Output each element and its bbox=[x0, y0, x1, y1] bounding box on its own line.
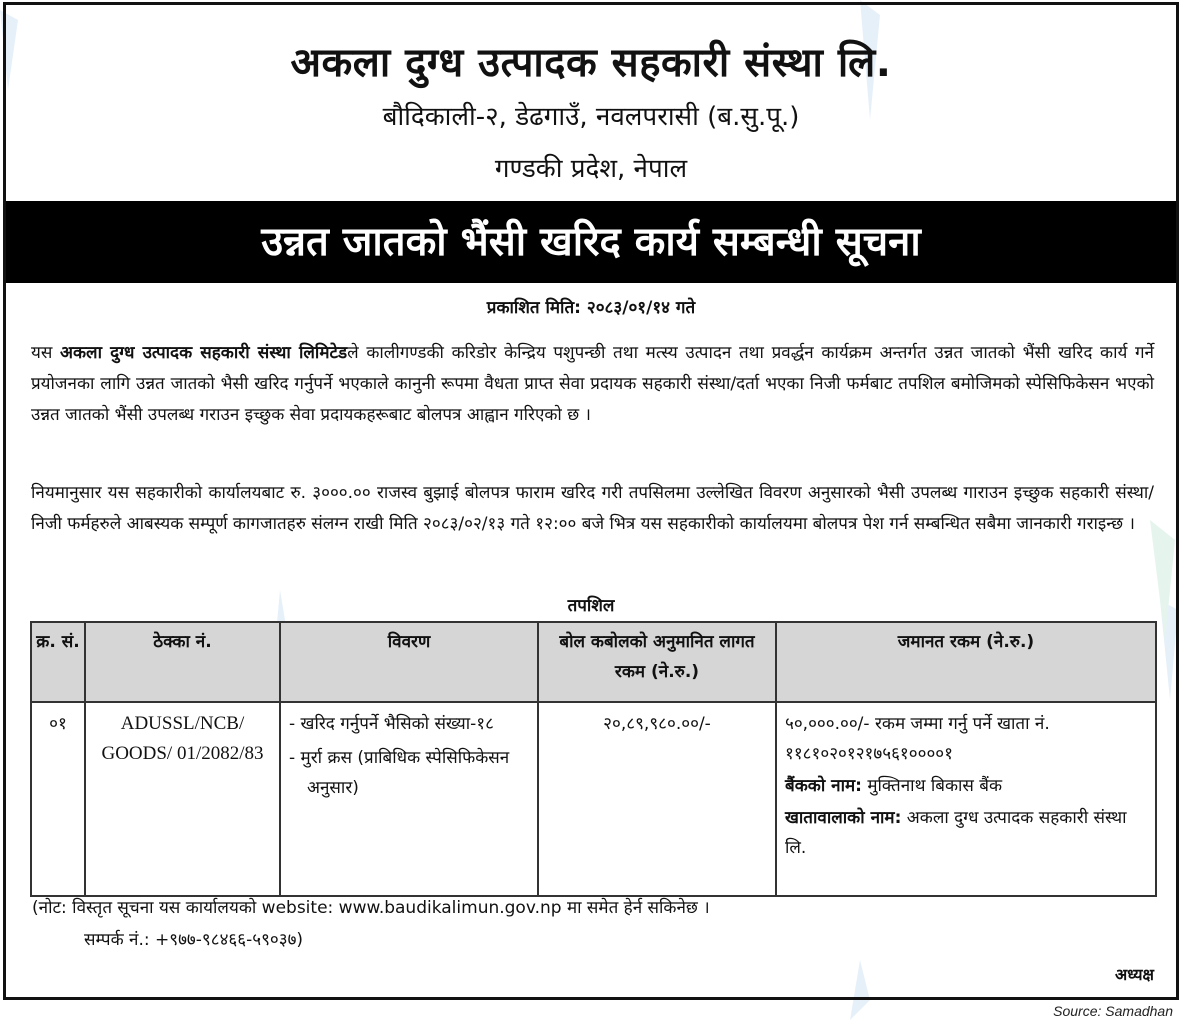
col-header-estimated-cost: बोल कबोलको अनुमानित लागत रकम (ने.रु.) bbox=[538, 622, 776, 702]
cell-description bbox=[280, 702, 538, 896]
organization-province: गण्डकी प्रदेश, नेपाल bbox=[494, 154, 688, 184]
description-item: - खरिद गर्नुपर्ने भैसिको संख्या-१८ bbox=[289, 714, 494, 734]
account-holder-value: अकला दुग्ध उत्पादक सहकारी संस्था लि. bbox=[785, 808, 1127, 858]
para1-org-name: अकला दुग्ध उत्पादक सहकारी संस्था लिमिटेड bbox=[60, 343, 348, 363]
guarantee-bank bbox=[785, 771, 1147, 801]
schedule-table bbox=[30, 621, 1157, 897]
col-header-description: विवरण bbox=[280, 622, 538, 702]
body-paragraph-1 bbox=[31, 338, 1154, 431]
bank-name-label: बैंकको नाम: bbox=[785, 776, 862, 796]
table-header-row bbox=[31, 622, 1156, 702]
source-credit: Source: Samadhan bbox=[1053, 1003, 1173, 1019]
notice-frame bbox=[3, 2, 1179, 1000]
account-holder-label: खातावालाको नाम: bbox=[785, 808, 902, 828]
cell-guarantee bbox=[776, 702, 1156, 896]
col-header-contract-no: ठेक्का नं. bbox=[85, 622, 280, 702]
footer-note: (नोट: विस्तृत सूचना यस कार्यालयको website: www.baudikalimun.gov.np मा समेत हेर्न सकिनेछ । bbox=[32, 898, 710, 918]
organization-address: बौदिकाली-२, डेढगाउँ, नवलपरासी (ब.सु.पू.) bbox=[382, 102, 800, 132]
contact-number: सम्पर्क नं.: +९७७-९८४६६-५९०३७) bbox=[84, 930, 304, 950]
table-row bbox=[31, 702, 1156, 896]
publication-date-value: २०८३/०१/१४ गते bbox=[586, 298, 696, 318]
cell-estimated-cost: २०,८९,९८०.००/- bbox=[538, 702, 776, 896]
schedule-title: तपशिल bbox=[567, 596, 615, 616]
col-header-serial: क्र. सं. bbox=[31, 622, 85, 702]
guarantee-account-holder bbox=[785, 803, 1147, 863]
publication-date-label: प्रकाशित मिति: bbox=[486, 298, 581, 318]
organization-name: अकला दुग्ध उत्पादक सहकारी संस्था लि. bbox=[290, 40, 892, 86]
notice-title-banner: उन्नत जातको भैंसी खरिद कार्य सम्बन्धी सूचना bbox=[6, 201, 1176, 283]
cell-contract-no: ADUSSL/NCB/ GOODS/ 01/2082/83 bbox=[85, 702, 280, 896]
cell-serial: ०१ bbox=[31, 702, 85, 896]
bank-name-value: मुक्तिनाथ बिकास बैंक bbox=[867, 776, 1003, 796]
signature-chairperson: अध्यक्ष bbox=[1115, 965, 1154, 984]
publication-date bbox=[6, 295, 1176, 318]
body-paragraph-2: नियमानुसार यस सहकारीको कार्यालयबाट रु. ३०००.०० राजस्व बुझाई बोलपत्र फाराम खरिद गरी तपसिलमा उल्लेखित विवरण अनुसारको भैसी उपलब्ध गाराउन इच्छुक सहकारी संस्था/निजी फर्महरुले आबस्यक सम्पूर्ण कागजातहरु संलग्न राखी मिति २०८३/०२/१३ गते १२:०० बजे भित्र यस सहकारीको कार्यालयमा बोलपत्र पेश गर्न सम्बन्धित सबैमा जानकारी गराइन्छ । bbox=[31, 483, 1154, 534]
description-item: - मुर्रा क्रस (प्राबिधिक स्पेसिफिकेसन अनुसार) bbox=[289, 748, 510, 798]
para1-prefix: यस bbox=[31, 343, 61, 363]
col-header-guarantee: जमानत रकम (ने.रु.) bbox=[776, 622, 1156, 702]
guarantee-amount-account: ५०,०००.००/- रकम जम्मा गर्नु पर्ने खाता नं. ११८१०२०१२१७५६१००००१ bbox=[785, 714, 1050, 764]
para1-text: ले कालीगण्डकी करिडोर केन्द्रिय पशुपन्छी तथा मत्स्य उत्पादन तथा प्रवर्द्धन कार्यक्रम अन्तर्गत उन्नत जातको भैंसी खरिद कार्य गर्ने प्रयोजनका लागि उन्नत जातको भैसी खरिद गर्नुपर्ने भएकाले कानुनी रूपमा वैधता प्राप्त सेवा प्रदायक सहकारी संस्था/दर्ता भएका निजी फर्मबाट तपशिल बमोजिमको स्पेसिफिकेसन भएको उन्नत जातको भैंसी उपलब्ध गराउन इच्छुक सेवा प्रदायकहरूबाट बोलपत्र आह्वान गरिएको छ । bbox=[31, 343, 1154, 425]
